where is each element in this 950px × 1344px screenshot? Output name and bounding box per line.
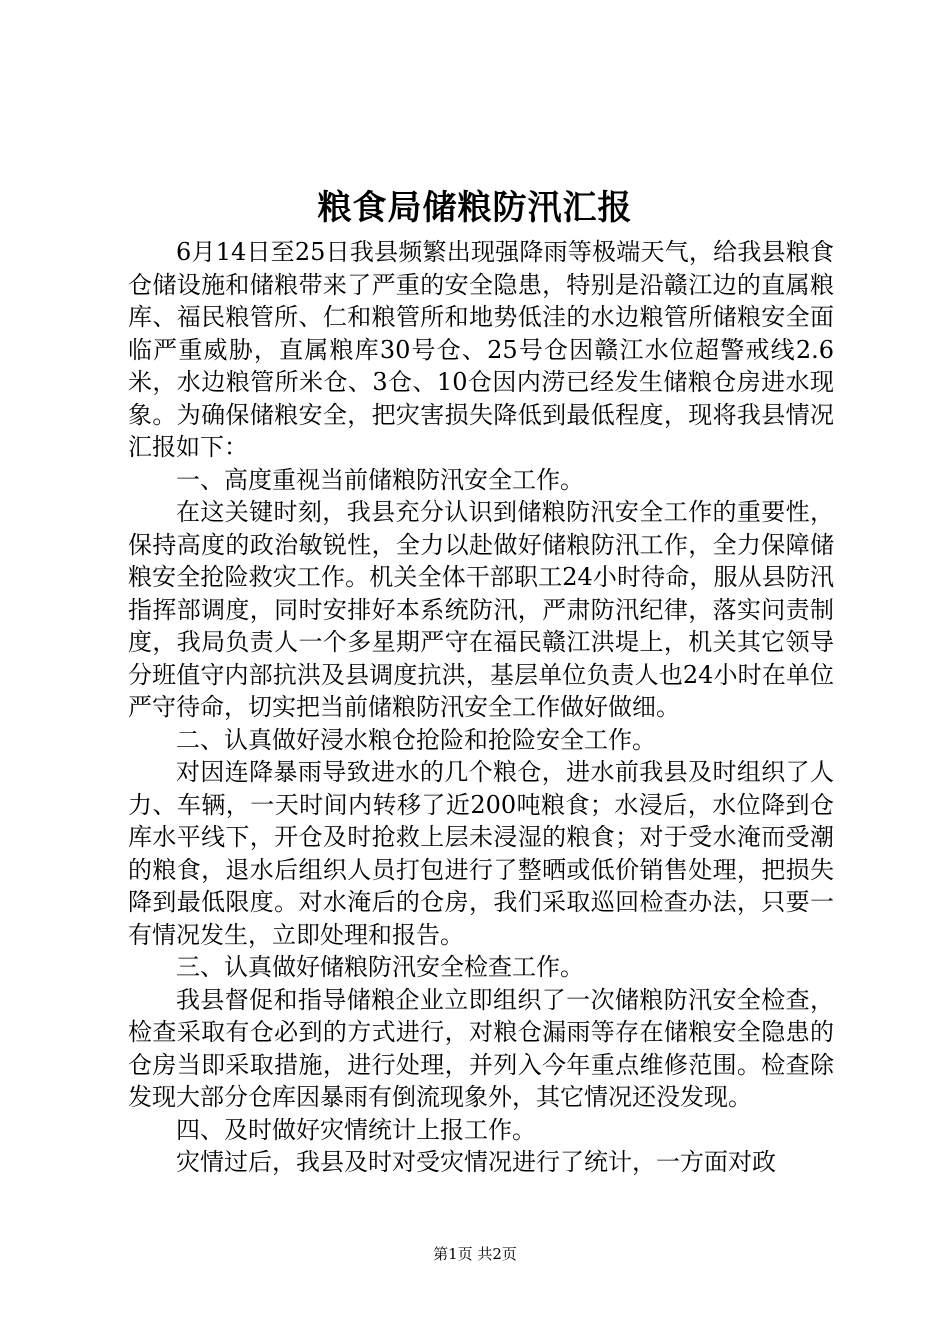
- section-heading-3: 三、认真做好储粮防汛安全检查工作。: [176, 953, 584, 981]
- document-title: 粮食局储粮防汛汇报: [317, 188, 633, 228]
- section-heading-2: 二、认真做好浸水粮仓抢险和抢险安全工作。: [176, 725, 656, 754]
- paragraph-section-4: 灾情过后，我县及时对受灾情况进行了统计，一方面对政: [176, 1148, 776, 1176]
- section-heading-1: 一、高度重视当前储粮防汛安全工作。: [176, 465, 584, 494]
- paragraph-intro: 6月14日至25日我县频繁出现强降雨等极端天气，给我县粮食仓储设施和储粮带来了严重的安全隐患，特别是沿赣江边的直属粮库、福民粮管所、仁和粮管所和地势低洼的水边粮管所储粮安全面临严重威胁，直属粮库30号仓、25号仓因赣江水位超警戒线2.6米，水边粮管所米仓、3仓、10仓因内涝已经发生储粮仓房进水现象。为确保储粮安全，把灾害损失降低到最低程度，现将我县情况汇报如下：: [128, 238, 834, 461]
- paragraph-section-3: 我县督促和指导储粮企业立即组织了一次储粮防汛安全检查，检查采取有仓必到的方式进行，对粮仓漏雨等存在储粮安全隐患的仓房当即采取措施，进行处理，并列入今年重点维修范围。检查除发现大部分仓库因暴雨有倒流现象外，其它情况还没发现。: [128, 985, 834, 1111]
- section-heading-4: 四、及时做好灾情统计上报工作。: [176, 1115, 536, 1144]
- paragraph-section-1: 在这关键时刻，我县充分认识到储粮防汛安全工作的重要性，保持高度的政治敏锐性，全力以赴做好储粮防汛工作，全力保障储粮安全抢险救灾工作。机关全体干部职工24小时待命，服从县防汛指挥部调度，同时安排好本系统防汛，严肃防汛纪律，落实问责制度，我局负责人一个多星期严守在福民赣江洪堤上，机关其它领导分班值守内部抗洪及县调度抗洪，基层单位负责人也24小时在单位严守待命，切实把当前储粮防汛安全工作做好做细。: [128, 498, 834, 721]
- document-body: [128, 236, 834, 1179]
- page-number-footer: 第1页 共2页: [433, 1245, 517, 1263]
- paragraph-section-2: 对因连降暴雨导致进水的几个粮仓，进水前我县及时组织了人力、车辆，一天时间内转移了近200吨粮食；水浸后，水位降到仓库水平线下，开仓及时抢救上层未浸湿的粮食；对于受水淹而受潮的粮食，退水后组织人员打包进行了整晒或低价销售处理，把损失降到最低限度。对水淹后的仓房，我们采取巡回检查办法，只要一有情况发生，立即处理和报告。: [128, 758, 834, 949]
